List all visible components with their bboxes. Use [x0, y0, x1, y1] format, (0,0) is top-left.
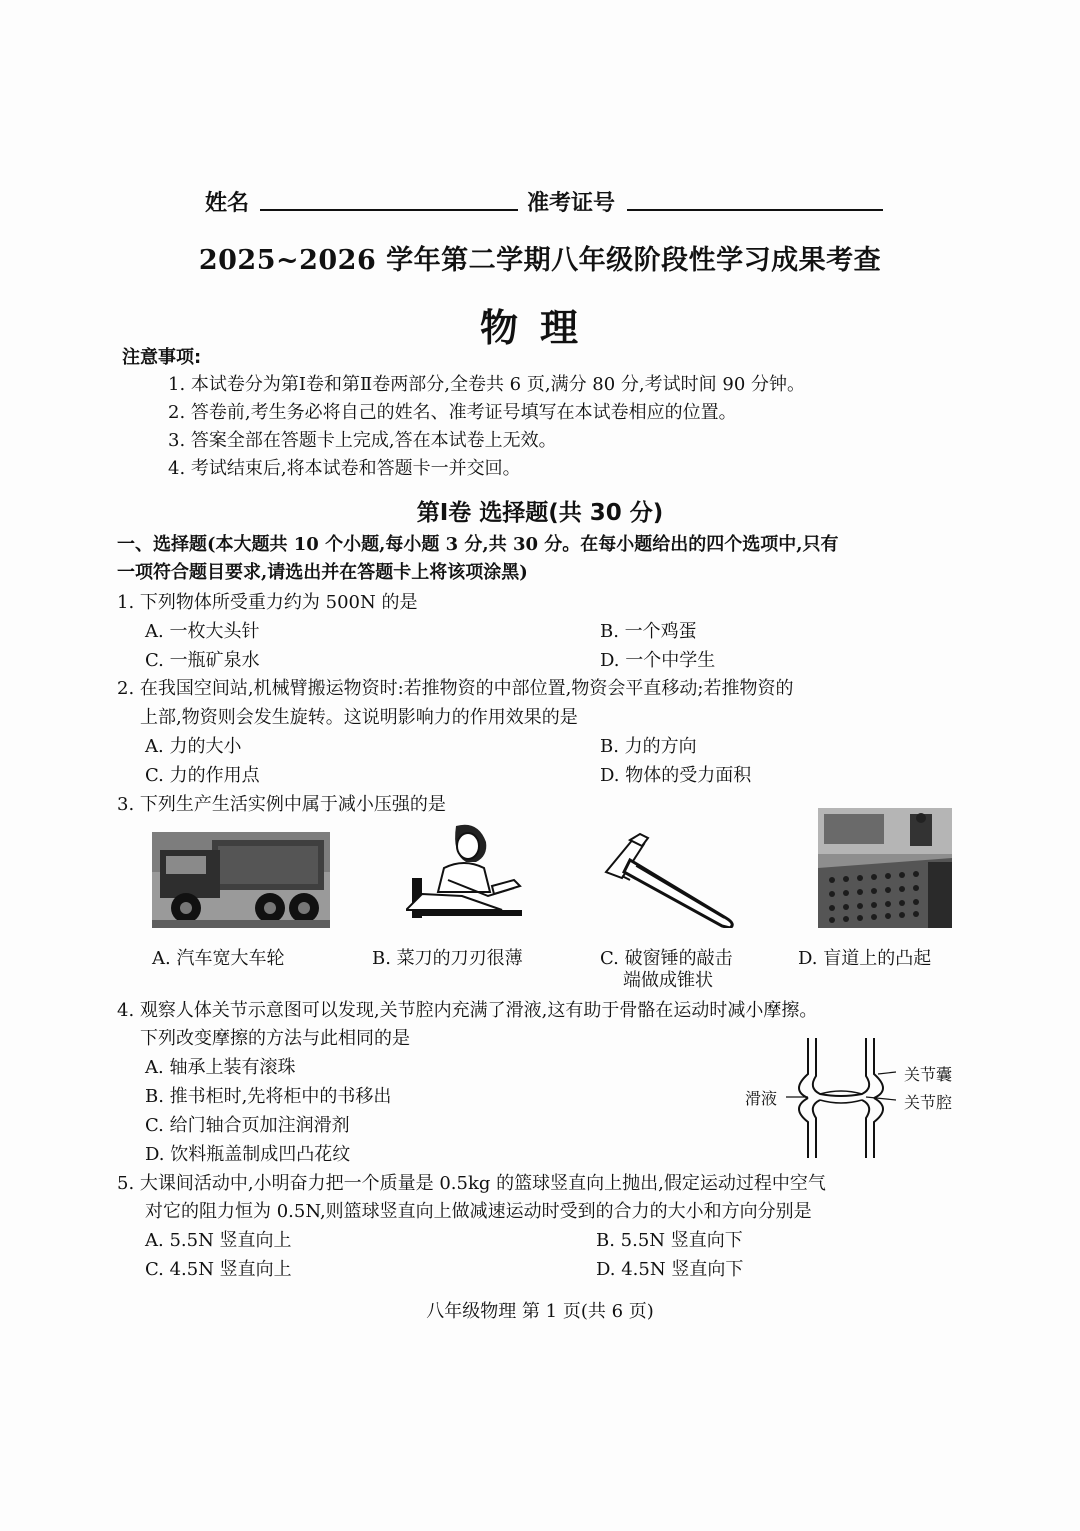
- section-title: 第Ⅰ卷 选择题(共 30 分): [416, 500, 664, 526]
- q1-option-d: D. 一个中学生: [600, 650, 716, 671]
- part-intro-line-1: 一、选择题(本大题共 10 个小题,每小题 3 分,共 30 分。在每小题给出的四个选项中,只有: [117, 534, 839, 555]
- notice-item-3: 3. 答案全部在答题卡上完成,答在本试卷上无效。: [168, 430, 557, 451]
- page-footer: 八年级物理 第 1 页(共 6 页): [426, 1301, 654, 1322]
- notice-item-4: 4. 考试结束后,将本试卷和答题卡一并交回。: [168, 458, 521, 479]
- q2-stem-line-1: 2. 在我国空间站,机械臂搬运物资时:若推物资的中部位置,物资会平直移动;若推物资的: [117, 678, 794, 699]
- q5-option-c: C. 4.5N 竖直向上: [145, 1259, 292, 1280]
- q5-stem-line-1: 5. 大课间活动中,小明奋力把一个质量是 0.5kg 的篮球竖直向上抛出,假定运动过程中空气: [117, 1173, 826, 1194]
- q3-option-b: B. 菜刀的刀刃很薄: [372, 948, 523, 969]
- q3-option-a: A. 汽车宽大车轮: [152, 948, 285, 969]
- q1-option-c: C. 一瓶矿泉水: [145, 650, 260, 671]
- label-joint-cavity: 关节腔: [904, 1093, 953, 1112]
- q2-option-a: A. 力的大小: [145, 736, 242, 757]
- kitchen-knife-picture: [406, 820, 526, 928]
- q3-option-c-line-1: C. 破窗锤的敲击: [600, 948, 733, 969]
- q5-stem-line-2: 对它的阻力恒为 0.5N,则篮球竖直向上做减速运动时受到的合力的大小和方向分别是: [145, 1201, 812, 1222]
- label-joint-capsule: 关节囊: [904, 1065, 953, 1084]
- safety-hammer-picture: [600, 832, 742, 928]
- notice-heading: 注意事项:: [122, 347, 202, 368]
- q4-stem-line-1: 4. 观察人体关节示意图可以发现,关节腔内充满了滑液,这有助于骨骼在运动时减小摩擦。: [117, 1000, 818, 1021]
- subject-title: 物理: [479, 306, 600, 350]
- q4-stem-line-2: 下列改变摩擦的方法与此相同的是: [140, 1028, 410, 1049]
- q4-option-a: A. 轴承上装有滚珠: [145, 1057, 296, 1078]
- joint-diagram: [786, 1036, 896, 1160]
- truck-picture: [152, 832, 330, 928]
- q3-option-d: D. 盲道上的凸起: [798, 948, 932, 969]
- exam-number-blank-line: [627, 209, 883, 211]
- q3-stem: 3. 下列生产生活实例中属于减小压强的是: [117, 794, 446, 815]
- q3-option-c-line-2: 端做成锥状: [623, 970, 713, 991]
- q2-option-c: C. 力的作用点: [145, 765, 260, 786]
- q2-stem-line-2: 上部,物资则会发生旋转。这说明影响力的作用效果的是: [140, 707, 578, 728]
- q4-option-c: C. 给门轴合页加注润滑剂: [145, 1115, 350, 1136]
- exam-title: 2025~2026 学年第二学期八年级阶段性学习成果考查: [198, 245, 882, 276]
- part-intro-line-2: 一项符合题目要求,请选出并在答题卡上将该项涂黑): [117, 562, 528, 583]
- name-label: 姓名: [205, 191, 250, 216]
- q5-option-a: A. 5.5N 竖直向上: [145, 1230, 292, 1251]
- q1-stem: 1. 下列物体所受重力约为 500N 的是: [117, 592, 418, 613]
- q1-option-a: A. 一枚大头针: [145, 621, 260, 642]
- q1-option-b: B. 一个鸡蛋: [600, 621, 697, 642]
- name-blank-line: [260, 209, 518, 211]
- notice-item-2: 2. 答卷前,考生务必将自己的姓名、准考证号填写在本试卷相应的位置。: [168, 402, 737, 423]
- exam-number-label: 准考证号: [527, 191, 616, 216]
- q5-option-b: B. 5.5N 竖直向下: [596, 1230, 743, 1251]
- q2-option-d: D. 物体的受力面积: [600, 765, 752, 786]
- q4-option-d: D. 饮料瓶盖制成凹凸花纹: [145, 1144, 351, 1165]
- notice-item-1: 1. 本试卷分为第Ⅰ卷和第Ⅱ卷两部分,全卷共 6 页,满分 80 分,考试时间 90 分钟。: [168, 374, 805, 395]
- q5-option-d: D. 4.5N 竖直向下: [596, 1259, 744, 1280]
- q4-option-b: B. 推书柜时,先将柜中的书移出: [145, 1086, 392, 1107]
- q2-option-b: B. 力的方向: [600, 736, 697, 757]
- tactile-paving-picture: [818, 808, 952, 928]
- label-synovial-fluid: 滑液: [745, 1089, 778, 1108]
